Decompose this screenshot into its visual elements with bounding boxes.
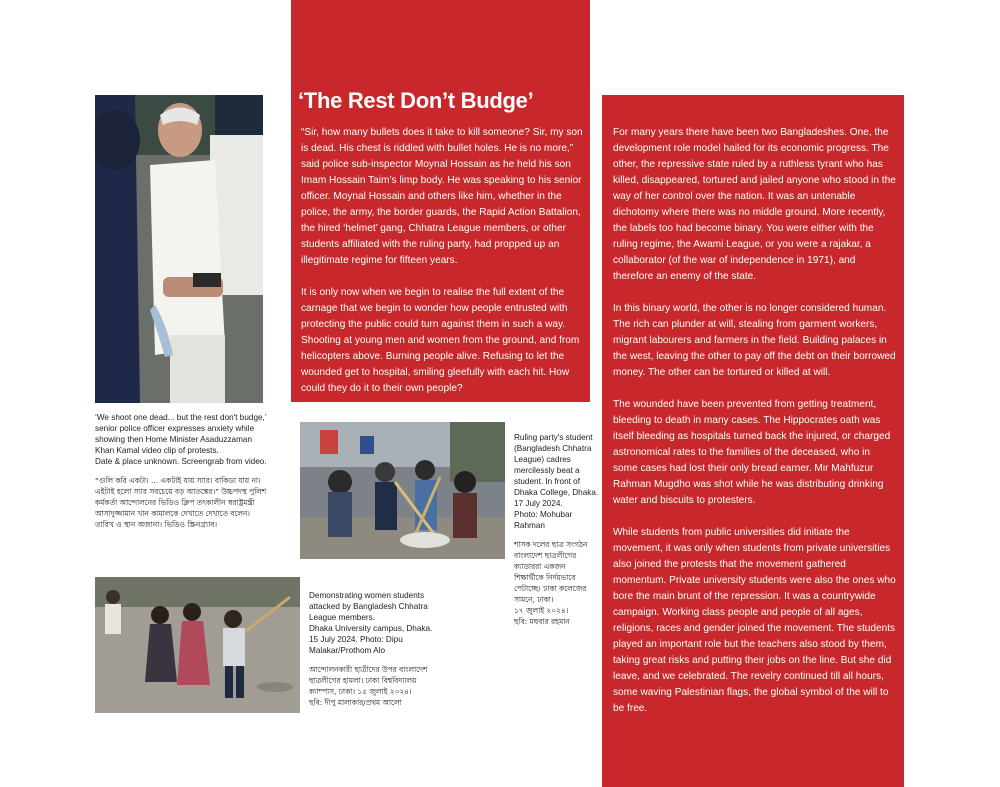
paragraph: It is only now when we begin to realise the full extent of the carnage that we begin to wonder how people entrusted with protecting the public could turn against them in such a way. Shooting at young men and women from the ground, and from helicopters above. Burning people alive. Refusing to let the wounded get to hospital, smiling gleefully with each hit. How could they do it to their own people?: [301, 287, 580, 394]
paragraph: In this binary world, the other is no longer considered human. The rich can plunder at will, stealing from garment workers, migrant labourers and farmers in the field. Building palaces in the west, leaving the other to pay off the debt on their borrowed money. The other can be tortured or killed at will.: [613, 303, 896, 378]
caption-line: পেটাচ্ছে। ঢাকা কলেজের: [514, 584, 587, 593]
paragraph: “Sir, how many bullets does it take to kill someone? Sir, my son is dead. His chest is riddled with bullet holes. He is no more,” said police sub-inspector Moynal Hossain as he held his son Imam Hossain Taim’s limp body. He was speaking to his senior officer. Moynal Hossain and others like him, whether in the police, the army, the border guards, the Rapid Action Battalion, the hired ‘helmet’ gang, Chhatra League members, or other students affiliated with the ruling party, had propped up an illegitimate regime for fifteen years.: [301, 127, 583, 266]
caption-line: এইটাই হলো স্যার সবচেয়ে বড় আতঙ্কের।” উচ্চপদস্থ পুলিশ: [95, 487, 267, 496]
paragraph: The wounded have been prevented from getting treatment, bleeding to death in many cases. The Hippocrates oath was itself bleeding as hospitals turned back the injured, or charged astronomical rates to the families of the deceased, who in some cases had lost their only bread earner. Mir Mahfuzur Rahman Mugdho was shot while he was distributing drinking water and biscuits to protesters.: [613, 399, 891, 506]
caption-line: 15 July 2024. Photo: Dipu: [309, 635, 403, 644]
article-title: ‘The Rest Don’t Budge’: [298, 88, 534, 113]
caption-line: শাসক দলের ছাত্র সংগঠন: [514, 540, 588, 549]
caption-bengali: [514, 539, 600, 627]
caption-bengali: [309, 664, 444, 708]
caption-line: কর্মকর্তা আন্দোলনের ভিডিও ক্লিপ তৎকালীন স্বরাষ্ট্রমন্ত্রী: [95, 498, 255, 507]
caption-line: বাংলাদেশ ছাত্রলীগের: [514, 551, 577, 560]
police-photo-caption: [95, 412, 290, 530]
caption-line: showing then Home Minister Asaduzzaman: [95, 435, 253, 444]
caption-line: ছবি: মহুবার রহমান: [514, 617, 570, 626]
caption-line: Dhaka University campus, Dhaka.: [309, 624, 433, 633]
student-beating-photo: [300, 422, 505, 559]
caption-line: student. In front of: [514, 477, 580, 486]
caption-line: (Bangladesh Chhatra: [514, 444, 592, 453]
paragraph: While students from public universities did initiate the movement, it was only when students from private universities also joined the protests that the movement gathered momentum. Private university students were also the ones who bore the main brunt of the repression. It was a countrywide campaign. Working class people and people of all ages, religions, races and gender joined the movement. The students played an important role but the teachers also stood by them, taking great risks and putting their jobs on the line. But she did leave, and we celebrated. The revelry continued till all hours, some waving Palestinian flags, the global symbol of the will to be free.: [613, 527, 896, 714]
paragraph: For many years there have been two Bangladeshes. One, the development role model hailed for its economic progress. The other, the repressive state ruled by a ruthless tyrant who has killed, disappeared, tortured and jailed anyone who stood in the way of her control over the nation. It was an untenable dichotomy where there was no middle ground. More recently, the labels too had become binary. You were either with the ruling regime, the Awami League, or you were a rajakar, a collaborator (of the war of independence in 1971), and therefore an enemy of the state.: [613, 127, 896, 282]
caption-line: League members.: [309, 613, 375, 622]
caption-line: সামনে, ঢাকা।: [514, 595, 554, 604]
caption-line: ছবি: দীপু মালাকার/প্রথম আলো: [309, 698, 402, 707]
caption-line: আন্দোলনকারী ছাত্রীদের উপর বাংলাদেশ: [309, 665, 428, 674]
caption-line: আসাদুজ্জামান খান কামালকে দেখাতে দেখাতে বলেন।: [95, 509, 250, 518]
caption-line: ছাত্রলীগের হামলা। ঢাকা বিশ্ববিদ্যালয়: [309, 676, 417, 685]
caption-bengali: [95, 475, 290, 530]
caption-line: তারিখ ও স্থান অজানা। ভিডিও স্ক্রিনগ্র্যাব।: [95, 520, 217, 529]
caption-line: League) cadres: [514, 455, 571, 464]
women-photo-caption: [309, 590, 444, 708]
caption-line: Date & place unknown. Screengrab from video.: [95, 457, 267, 466]
caption-line: শিক্ষার্থীকে নির্দয়ভাবে: [514, 573, 576, 582]
caption-line: Ruling party's student: [514, 433, 593, 442]
caption-line: 17 July 2024.: [514, 499, 563, 508]
police-officer-photo: [95, 95, 263, 403]
caption-line: Dhaka College, Dhaka.: [514, 488, 599, 497]
caption-line: ১৭ জুলাই ২০২৪।: [514, 606, 569, 615]
caption-line: ‘We shoot one dead... but the rest don't budge,’: [95, 413, 267, 422]
caption-line: Photo: Mohubar Rahman: [514, 510, 573, 530]
caption-line: Malakar/Prothom Alo: [309, 646, 385, 655]
caption-line: attacked by Bangladesh Chhatra: [309, 602, 428, 611]
caption-line: Khan Kamal video clip of protests.: [95, 446, 219, 455]
women-students-photo: [95, 577, 300, 713]
right-body: [613, 125, 897, 733]
student-photo-caption: [514, 432, 600, 627]
center-body: [301, 125, 583, 413]
caption-line: “গুলি করি একটা। ... একটাই যায় স্যার। বাকিডা যায় না।: [95, 476, 261, 485]
caption-line: senior police officer expresses anxiety while: [95, 424, 255, 433]
caption-line: ক্যাডাররা একজন: [514, 562, 566, 571]
caption-line: Demonstrating women students: [309, 591, 425, 600]
caption-line: mercilessly beat a: [514, 466, 580, 475]
caption-line: ক্যাম্পাস, ঢাকা। ১৫ জুলাই ২০২৪।: [309, 687, 412, 696]
